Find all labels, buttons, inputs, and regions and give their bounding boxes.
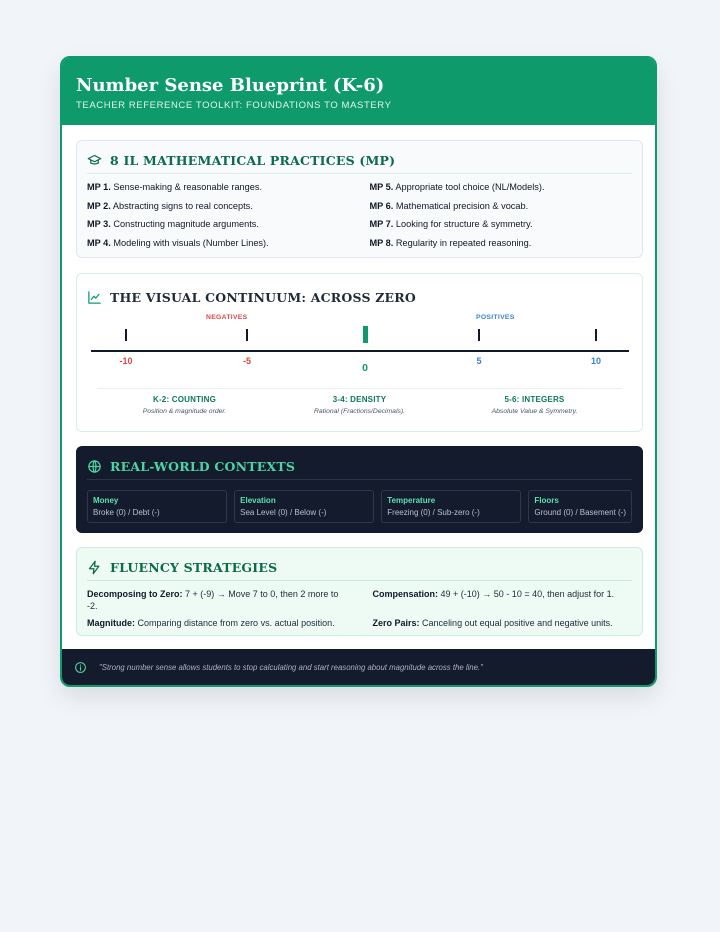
practice-item: MP 2. Abstracting signs to real concepts. [87,200,253,211]
context-card: Floors Ground (0) / Basement (-) [528,490,632,523]
strategy-item: Magnitude: Comparing distance from zero vs. actual position. [87,618,335,628]
strategy-item: Decomposing to Zero: 7 + (-9) → Move 7 to 0, then 2 more to -2. [87,589,339,611]
footer-quote: "Strong number sense allows students to stop calculating and start reasoning about magnitude across the line." [99,662,483,672]
practice-item: MP 6. Mathematical precision & vocab. [369,200,529,211]
negatives-label: NEGATIVES [206,314,248,321]
contexts-list [87,490,632,523]
number-line [91,314,629,374]
strategy-item: Compensation: 49 + (-10) → 50 - 10 = 40, then adjust for 1. [372,589,615,599]
practice-item: MP 3. Constructing magnitude arguments. [87,219,259,229]
blueprint-card [60,56,657,687]
number-line-axis [91,350,629,352]
footer-quote-bar [62,649,655,685]
context-card: Elevation Sea Level (0) / Below (-) [234,490,374,523]
page-subtitle: TEACHER REFERENCE TOOLKIT: FOUNDATIONS TO MASTERY [76,100,392,111]
practice-item: MP 8. Regularity in repeated reasoning. [369,237,532,248]
context-card: Temperature Freezing (0) / Sub-zero (-) [381,490,521,523]
tick-mark [595,329,597,341]
line-chart-icon [87,290,102,305]
fluency-heading-text: FLUENCY STRATEGIES [110,560,278,575]
strategy-item: Zero Pairs: Canceling out equal positive and negative units. [372,618,613,628]
practices-section [76,140,643,258]
fluency-section [76,547,643,636]
graduation-cap-icon [87,153,102,168]
tick-label: -5 [242,356,252,366]
tick-label: -10 [119,356,133,366]
contexts-section [76,446,643,533]
practice-item: MP 4. Modeling with visuals (Number Lines). [87,237,269,248]
fluency-list [87,588,632,634]
tick-label: 10 [590,356,602,366]
positives-label: POSITIVES [476,314,515,321]
context-card: Money Broke (0) / Debt (-) [87,490,227,523]
zero-tick-mark [363,326,368,343]
practice-item: MP 1. Sense-making & reasonable ranges. [87,182,263,192]
globe-icon [87,459,102,474]
practices-heading-text: 8 IL MATHEMATICAL PRACTICES (MP) [110,153,396,168]
contexts-heading [87,459,632,480]
practices-list [87,181,632,255]
contexts-heading-text: REAL-WORLD CONTEXTS [110,459,296,474]
grade-stages [97,388,622,415]
stage-item: K-2: COUNTING Position & magnitude order. [142,395,227,415]
continuum-heading-text: THE VISUAL CONTINUUM: ACROSS ZERO [110,290,416,305]
tick-mark [478,329,480,341]
tick-label-zero: 0 [362,362,368,374]
practice-item: MP 7. Looking for structure & symmetry. [369,219,533,229]
page-title: Number Sense Blueprint (K-6) [76,75,385,96]
continuum-heading [87,290,632,310]
fluency-heading [87,560,632,581]
tick-mark [246,329,248,341]
practice-item: MP 5. Appropriate tool choice (NL/Models). [369,182,545,192]
tick-mark [125,329,127,341]
continuum-section [76,273,643,432]
header [62,58,655,125]
tick-label: 5 [476,356,482,366]
info-icon [74,661,87,674]
lightning-icon [87,560,102,575]
stage-item: 3-4: DENSITY Rational (Fractions/Decimals). [313,395,406,415]
practices-heading [87,153,632,174]
stage-item: 5-6: INTEGERS Absolute Value & Symmetry. [491,395,578,415]
